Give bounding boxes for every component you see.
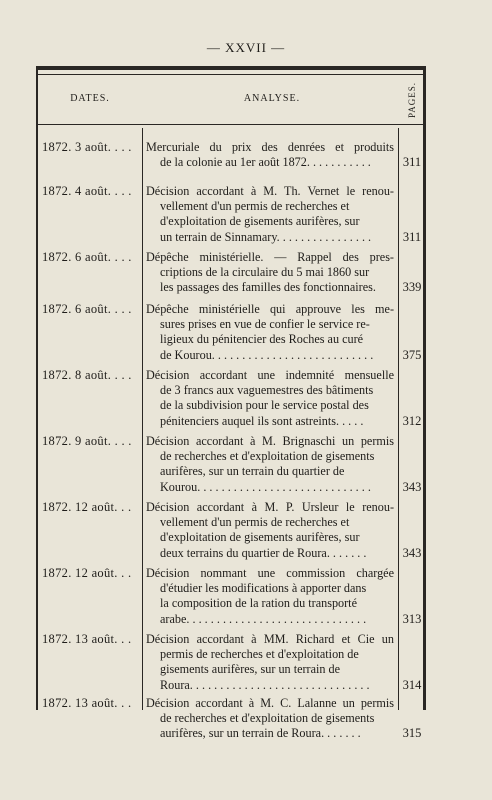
analysis-line: aurifères, sur un terrain du quartier de (160, 464, 345, 479)
table-row (38, 566, 423, 628)
table-row (38, 368, 423, 430)
row-analysis (146, 140, 394, 170)
row-date: 1872. 3 août. . . . (42, 140, 132, 154)
analysis-line: vellement d'un permis de recherches et (160, 199, 350, 214)
analysis-line: d'exploitation de gisements aurifères, sur (160, 530, 360, 545)
analysis-line: vellement d'un permis de recherches et (160, 515, 350, 530)
analysis-line: aurifères, sur un terrain de Roura. . . . . . . (160, 726, 361, 741)
row-analysis (146, 368, 394, 429)
analysis-line: Dépêche ministérielle. — Rappel des pres- (146, 250, 394, 264)
row-page-number: 343 (402, 545, 422, 560)
row-page-number: 312 (402, 413, 422, 428)
row-page-number: 314 (402, 677, 422, 692)
row-date: 1872. 13 août. . . (42, 632, 132, 646)
analysis-line: pénitenciers auquel ils sont astreints. . . . . (160, 413, 364, 428)
row-date: 1872. 6 août. . . . (42, 302, 132, 316)
analysis-line: de la colonie au 1er août 1872. . . . . . . . . . . (160, 155, 371, 170)
row-analysis (146, 566, 394, 627)
row-page-number: 311 (402, 229, 422, 244)
analysis-line: Décision nommant une commission chargée (146, 566, 394, 580)
header-double-rule (38, 74, 423, 75)
row-page-number: 311 (402, 155, 422, 170)
table-row (38, 696, 423, 758)
row-date: 1872. 13 août. . . (42, 696, 132, 710)
row-analysis (146, 500, 394, 561)
analysis-line: les passages des familles des fonctionnaires. (160, 280, 376, 295)
row-date: 1872. 4 août. . . . (42, 184, 132, 198)
row-analysis (146, 696, 394, 742)
analysis-line: un terrain de Sinnamary. . . . . . . . . . . . . . . . (160, 229, 372, 244)
row-page-number: 339 (402, 280, 422, 295)
analysis-line: sures prises en vue de confier le service re- (160, 317, 370, 332)
row-date: 1872. 12 août. . . (42, 566, 132, 580)
header-rule (38, 124, 423, 125)
analysis-line: Décision accordant à M. Th. Vernet le renou- (146, 184, 394, 198)
row-page-number: 375 (402, 347, 422, 362)
row-analysis (146, 302, 394, 363)
table-row (38, 434, 423, 496)
analysis-line: criptions de la circulaire du 5 mai 1860 sur (160, 265, 370, 280)
row-date: 1872. 6 août. . . . (42, 250, 132, 264)
analysis-line: de recherches et d'exploitation de gisements (160, 449, 375, 464)
row-date: 1872. 9 août. . . . (42, 434, 132, 448)
row-page-number: 315 (402, 726, 422, 741)
table-row (38, 500, 423, 562)
analysis-line: de 3 francs aux vaguemestres des bâtiments (160, 383, 374, 398)
analysis-line: la composition de la ration du transporté (160, 596, 357, 611)
analysis-line: d'étudier les modifications à apporter dans (160, 581, 367, 596)
row-analysis (146, 434, 394, 495)
row-date: 1872. 8 août. . . . (42, 368, 132, 382)
analysis-line: arabe. . . . . . . . . . . . . . . . . . . . . . . . . . . . . . (160, 611, 367, 626)
column-header-dates: DATES. (70, 93, 110, 104)
row-analysis (146, 250, 394, 296)
column-header-pages: PAGES. (407, 82, 417, 118)
index-table (36, 66, 426, 741)
analysis-line: gisements aurifères, sur un terrain de (160, 662, 341, 677)
analysis-line: Décision accordant une indemnité mensuelle (146, 368, 394, 382)
analysis-line: Kourou. . . . . . . . . . . . . . . . . . . . . . . . . . . . . (160, 479, 371, 494)
page-number: — XXVII — (206, 40, 286, 55)
row-page-number: 313 (402, 611, 422, 626)
analysis-line: Dépêche ministérielle qui approuve les me- (146, 302, 394, 316)
analysis-line: d'exploitation de gisements aurifères, sur (160, 214, 360, 229)
analysis-line: Décision accordant à M. Brignaschi un permis (146, 434, 394, 448)
row-analysis (146, 184, 394, 245)
table-row (38, 302, 423, 364)
analysis-line: deux terrains du quartier de Roura. . . . . . . (160, 545, 367, 560)
analysis-line: de Kourou. . . . . . . . . . . . . . . . . . . . . . . . . . . (160, 347, 374, 362)
analysis-line: de la subdivision pour le service postal des (160, 398, 369, 413)
analysis-line: Décision accordant à M. P. Ursleur le renou- (146, 500, 394, 514)
row-analysis (146, 632, 394, 693)
analysis-line: ligieux du pénitencier des Roches au curé (160, 332, 364, 347)
row-page-number: 343 (402, 479, 422, 494)
table-header (38, 76, 423, 122)
analysis-line: Décision accordant à MM. Richard et Cie un (146, 632, 394, 646)
table-row (38, 184, 423, 246)
analysis-line: Roura. . . . . . . . . . . . . . . . . . . . . . . . . . . . . . (160, 677, 370, 692)
analysis-line: permis de recherches et d'exploitation de (160, 647, 359, 662)
row-date: 1872. 12 août. . . (42, 500, 132, 514)
analysis-line: Décision accordant à M. C. Lalanne un permis (146, 696, 394, 710)
column-header-analyse: ANALYSE. (243, 93, 301, 104)
analysis-line: Mercuriale du prix des denrées et produits (146, 140, 394, 154)
analysis-line: de recherches et d'exploitation de gisements (160, 711, 375, 726)
table-row (38, 632, 423, 694)
